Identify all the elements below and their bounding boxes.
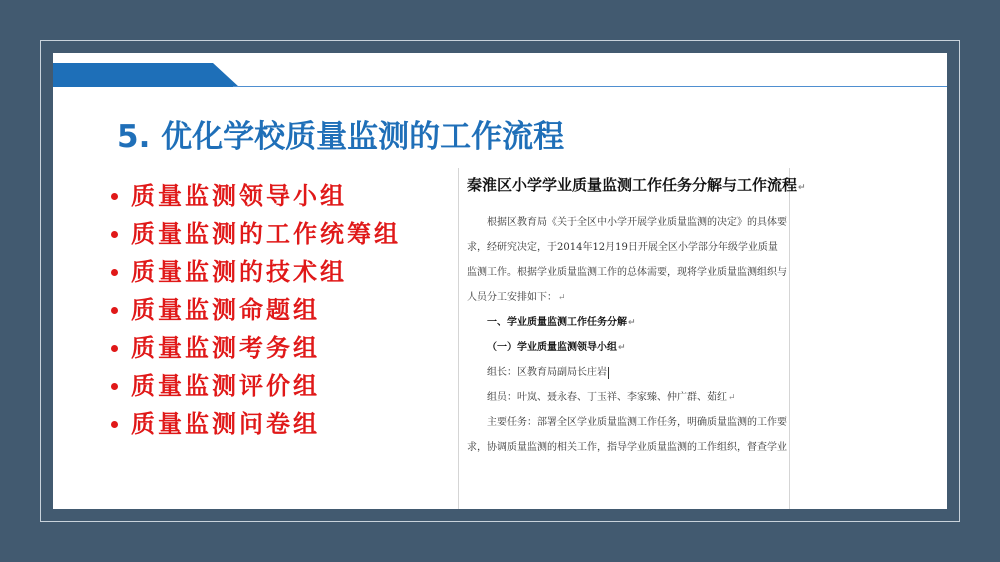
bullet-dot-icon: [111, 307, 118, 314]
paragraph-mark-icon: ↵: [628, 318, 636, 328]
header-accent-bar: [53, 63, 239, 87]
document-line: [467, 435, 785, 460]
document-line-text: 组长：区教育局副局长庄岩: [487, 367, 607, 378]
bullet-item: [111, 405, 401, 443]
document-line-text: （一）学业质量监测领导小组: [487, 342, 617, 353]
bullet-dot-icon: [111, 193, 118, 200]
document-title: [467, 174, 806, 195]
bullet-text: 质量监测考务组: [131, 333, 320, 362]
bullet-list: [111, 177, 401, 443]
document-line-text: 根据区教育局《关于全区中小学开展学业质量监测的决定》的具体要: [487, 217, 787, 228]
bullet-item: [111, 329, 401, 367]
document-line: [467, 285, 785, 310]
document-subheading: [467, 335, 785, 360]
bullet-item: [111, 215, 401, 253]
document-heading: [467, 310, 785, 335]
document-line-text: 组员：叶岚、聂永春、丁玉祥、李家臻、仲广群、茹红: [487, 392, 727, 403]
bullet-item: [111, 291, 401, 329]
document-line: [467, 260, 785, 285]
bullet-text: 质量监测问卷组: [131, 409, 320, 438]
document-line-text: 主要任务：部署全区学业质量监测工作任务，明确质量监测的工作要: [487, 417, 787, 428]
paragraph-mark-icon: ↵: [618, 343, 626, 353]
document-line-text: 求，经研究决定，于2014年12月19日开展全区小学部分年级学业质量: [467, 242, 778, 253]
document-title-text: 秦淮区小学学业质量监测工作任务分解与工作流程: [467, 176, 798, 194]
bullet-text: 质量监测的工作统筹组: [131, 219, 401, 248]
paragraph-mark-icon: ↵: [728, 393, 736, 403]
bullet-item: [111, 367, 401, 405]
bullet-dot-icon: [111, 345, 118, 352]
document-line: [467, 385, 785, 410]
slide-title: 5. 优化学校质量监测的工作流程: [117, 119, 565, 155]
document-line-text: 求，协调质量监测的相关工作，指导学业质量监测的工作组织，督查学业: [467, 442, 787, 453]
bullet-dot-icon: [111, 383, 118, 390]
bullet-text: 质量监测的技术组: [131, 257, 347, 286]
slide: [53, 53, 947, 509]
bullet-dot-icon: [111, 421, 118, 428]
document-line-text: 人员分工安排如下：: [467, 292, 557, 303]
document-line-text: 监测工作。根据学业质量监测工作的总体需要，现将学业质量监测组织与: [467, 267, 787, 278]
paragraph-mark-icon: ↵: [558, 293, 566, 303]
bullet-text: 质量监测领导小组: [131, 181, 347, 210]
bullet-text: 质量监测命题组: [131, 295, 320, 324]
bullet-text: 质量监测评价组: [131, 371, 320, 400]
paragraph-mark-icon: ↵: [798, 183, 806, 193]
bullet-item: [111, 253, 401, 291]
document-line-text: 一、学业质量监测工作任务分解: [487, 317, 627, 328]
document-line: [467, 410, 785, 435]
bullet-dot-icon: [111, 269, 118, 276]
document-line: [467, 235, 785, 260]
document-body: [467, 210, 785, 460]
document-screenshot: [458, 168, 806, 509]
bullet-dot-icon: [111, 231, 118, 238]
bullet-item: [111, 177, 401, 215]
text-cursor-icon: [608, 367, 609, 379]
header-accent-line: [233, 86, 947, 87]
document-line: [467, 360, 785, 385]
document-line: [467, 210, 785, 235]
